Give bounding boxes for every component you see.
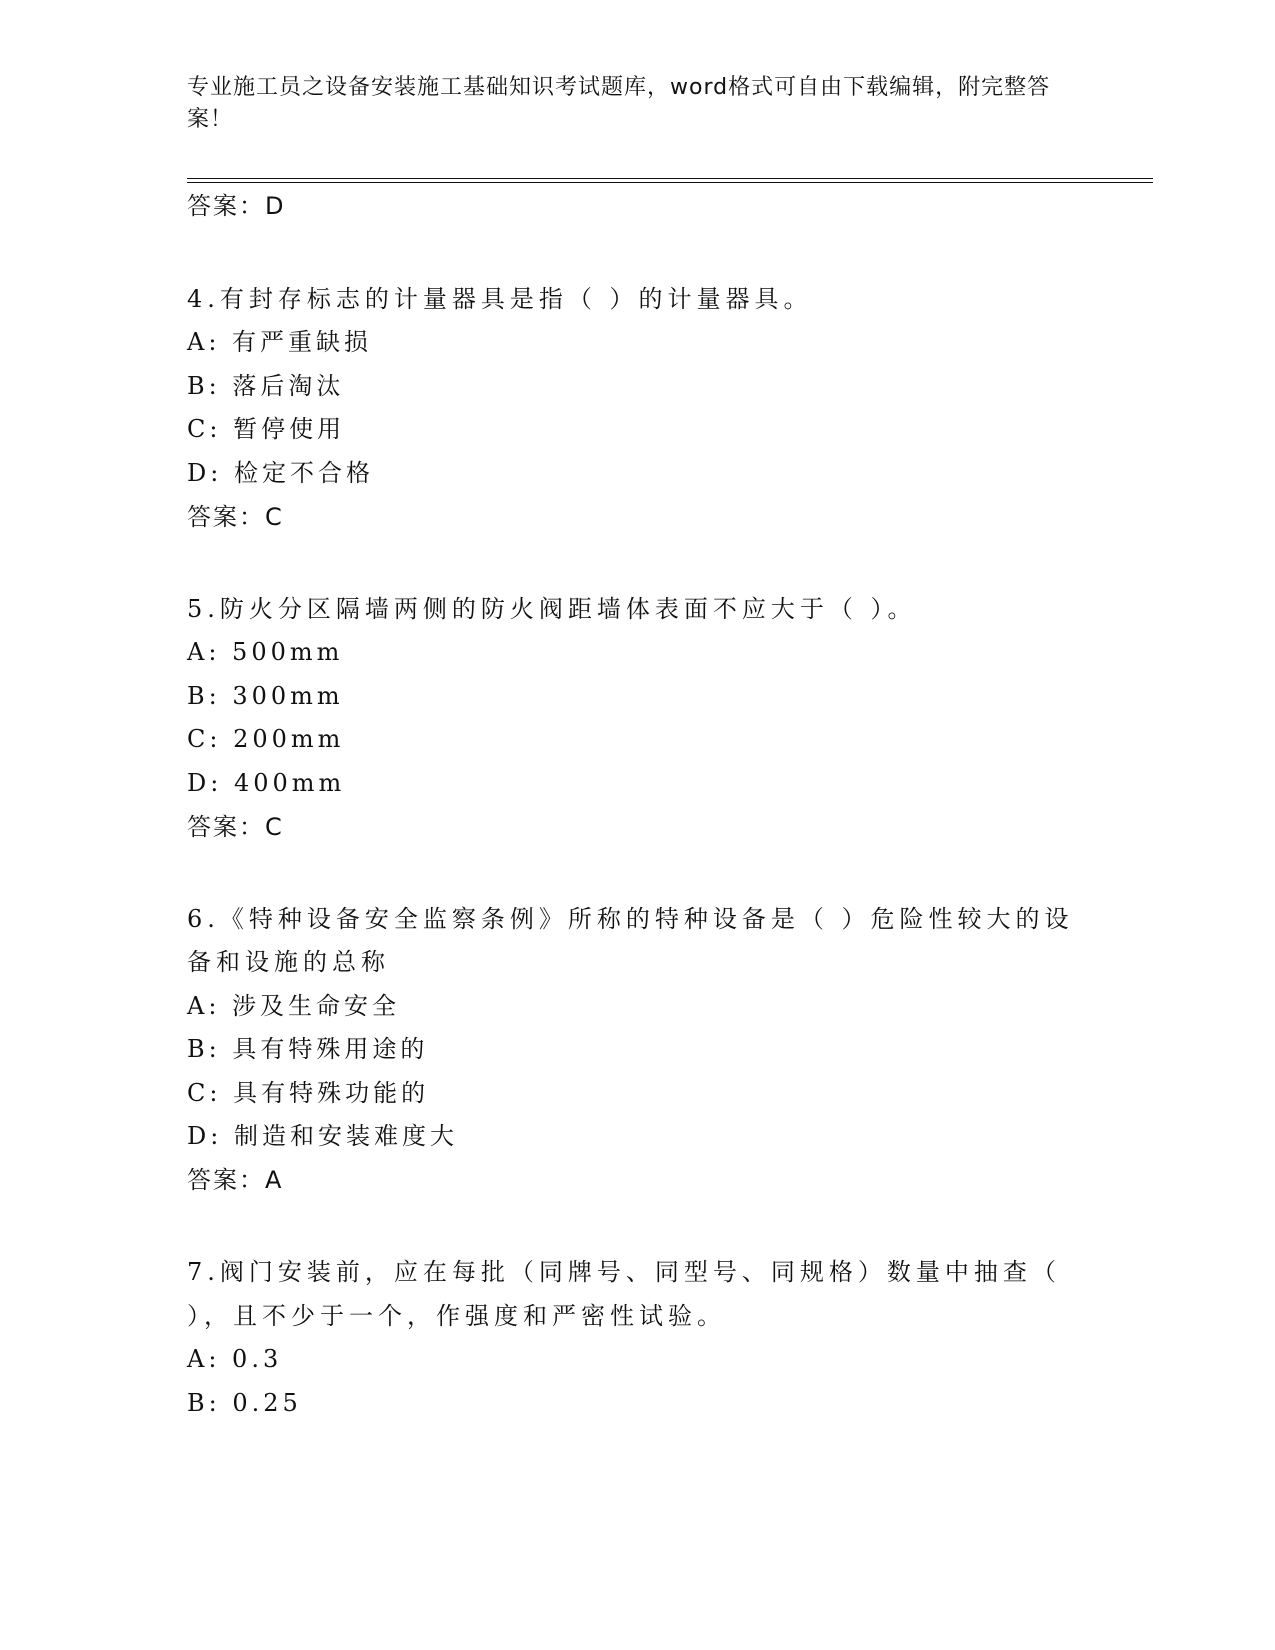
question-4-option-d: D: 检定不合格 [187, 459, 374, 487]
question-7-option-a: A: 0.3 [187, 1345, 283, 1373]
question-5-option-d: D: 400mm [187, 769, 346, 797]
question-5-option-a: A: 500mm [187, 638, 344, 666]
question-4-option-c: C: 暂停使用 [187, 415, 346, 443]
page-header-title: 专业施工员之设备安装施工基础知识考试题库，word格式可自由下载编辑，附完整答案！ [187, 75, 1051, 132]
question-4-option-b: B: 落后淘汰 [187, 372, 345, 400]
header-rule-bottom [187, 182, 1153, 183]
question-5-answer: 答案：C [187, 813, 284, 841]
answer-prev: 答案：D [187, 192, 286, 220]
question-6-stem-line-1: 6.《特种设备安全监察条例》所称的特种设备是（ ）危险性较大的设 [187, 905, 1074, 933]
question-6-option-c: C: 具有特殊功能的 [187, 1079, 430, 1107]
question-6-option-d: D: 制造和安装难度大 [187, 1122, 458, 1150]
question-4-stem: 4.有封存标志的计量器具是指（ ）的计量器具。 [187, 285, 813, 313]
question-4-answer: 答案：C [187, 503, 284, 531]
question-7-option-b: B: 0.25 [187, 1389, 302, 1417]
question-7-stem-line-1: 7.阀门安装前，应在每批（同牌号、同型号、同规格）数量中抽查（ [187, 1258, 1061, 1286]
question-6-answer: 答案：A [187, 1166, 284, 1194]
question-4-option-a: A: 有严重缺损 [187, 328, 373, 356]
question-6-option-b: B: 具有特殊用途的 [187, 1035, 429, 1063]
question-7-stem-line-2: ），且不少于一个，作强度和严密性试验。 [187, 1302, 726, 1330]
question-6-option-a: A: 涉及生命安全 [187, 992, 401, 1020]
question-6-stem-line-2: 备和设施的总称 [187, 948, 390, 976]
question-5-option-c: C: 200mm [187, 725, 345, 753]
header-rule-top [187, 178, 1153, 179]
question-5-stem: 5.防火分区隔墙两侧的防火阀距墙体表面不应大于（ ）。 [187, 595, 917, 623]
question-5-option-b: B: 300mm [187, 682, 344, 710]
